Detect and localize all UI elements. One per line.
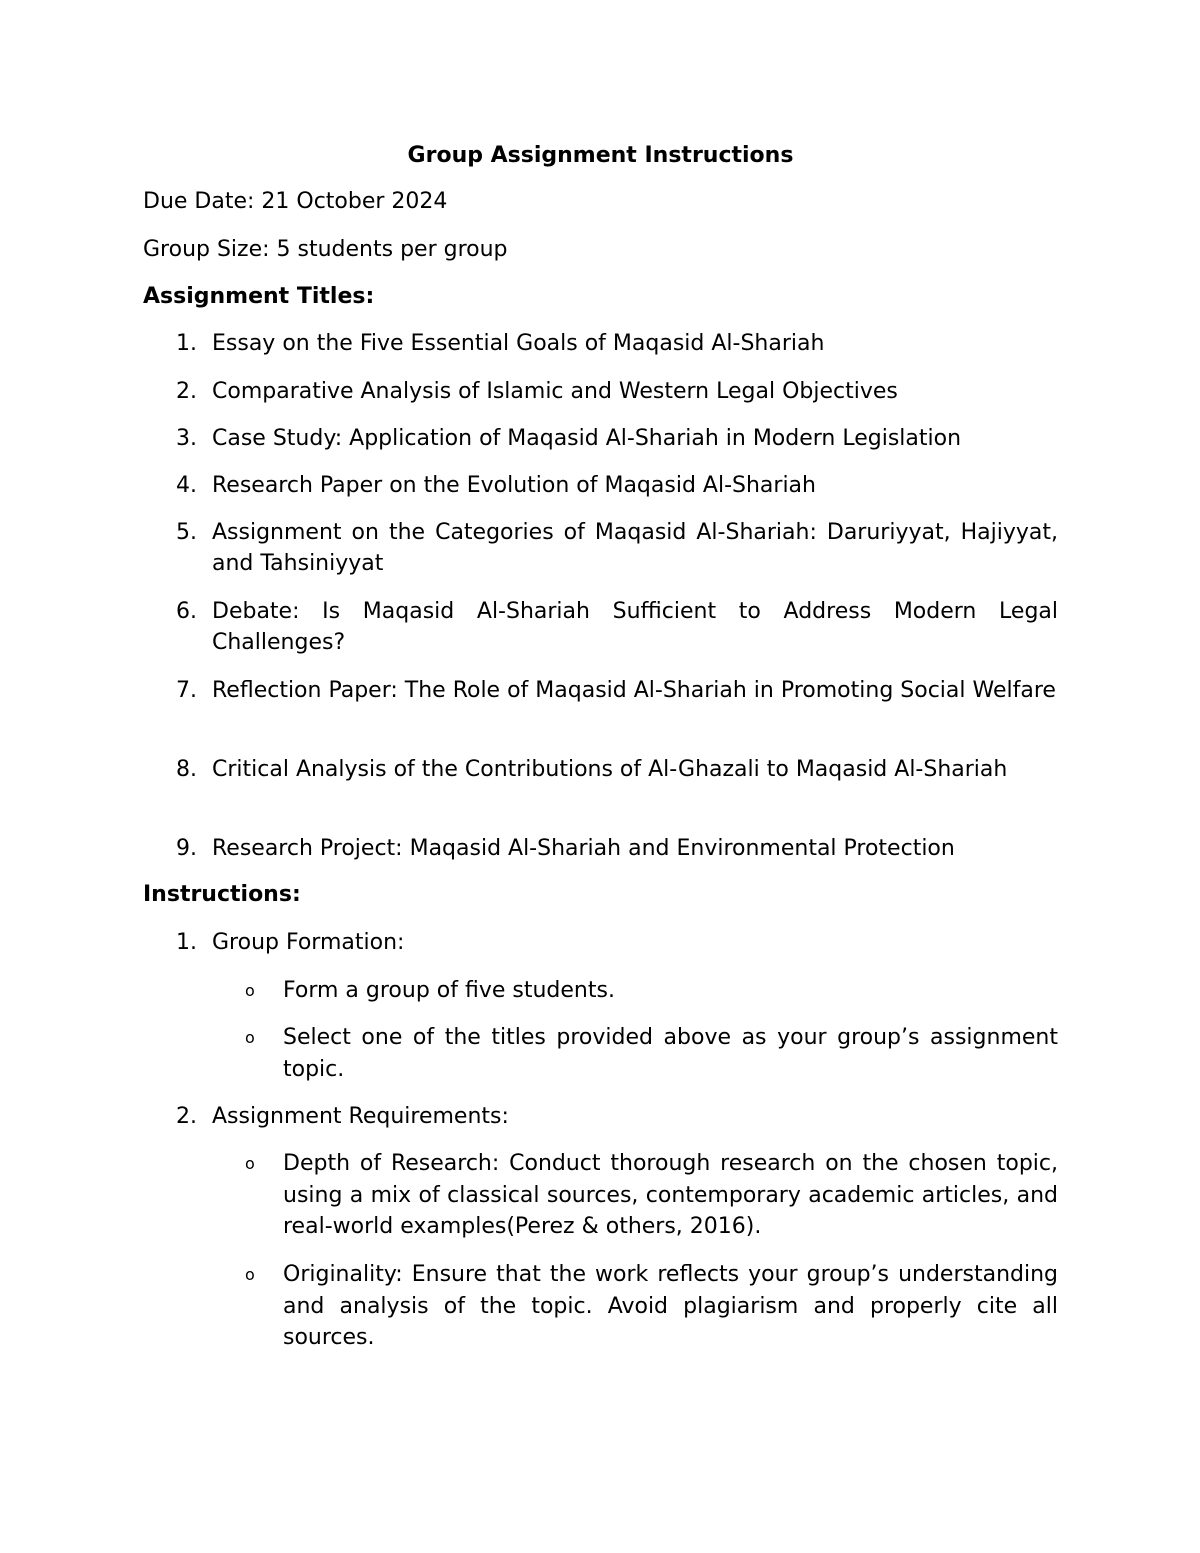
list-text: Comparative Analysis of Islamic and Western Legal Objectives — [212, 379, 898, 404]
list-text: Research Project: Maqasid Al-Shariah and Environmental Protection — [212, 836, 955, 861]
list-text: Research Paper on the Evolution of Maqasid Al-Shariah — [212, 473, 816, 498]
group-size: Group Size: 5 students per group — [143, 237, 508, 262]
assignment-titles-heading: Assignment Titles: — [143, 284, 375, 309]
list-number: 2. — [176, 379, 197, 404]
bullet-icon: o — [245, 1028, 255, 1047]
bullet-text: Depth of Research: Conduct thorough research on the chosen topic, using a mix of classical sources, contemporary academic articles, and real-world examples(Perez & others, 2016). — [283, 1151, 1058, 1239]
list-number: 5. — [176, 520, 197, 545]
list-number: 8. — [176, 757, 197, 782]
list-text: Critical Analysis of the Contributions of Al-Ghazali to Maqasid Al-Shariah — [212, 757, 1008, 782]
bullet-text: Select one of the titles provided above as your group’s assignment topic. — [283, 1025, 1058, 1082]
list-text: Essay on the Five Essential Goals of Maqasid Al-Shariah — [212, 331, 825, 356]
list-text: Debate: Is Maqasid Al-Shariah Sufficient to Address Modern Legal Challenges? — [212, 599, 1058, 655]
list-number: 9. — [176, 836, 197, 861]
bullet-icon: o — [245, 1154, 255, 1173]
bullet-text: Originality: Ensure that the work reflects your group’s understanding and analysis of the topic. Avoid plagiarism and properly cite all sources. — [283, 1262, 1058, 1350]
list-text: Reflection Paper: The Role of Maqasid Al-Shariah in Promoting Social Welfare — [212, 678, 1056, 703]
list-number: 4. — [176, 473, 197, 498]
list-text: Assignment Requirements: — [212, 1104, 509, 1129]
list-number: 1. — [176, 930, 197, 955]
bullet-icon: o — [245, 981, 255, 1000]
bullet-text: Form a group of five students. — [283, 978, 615, 1003]
list-number: 2. — [176, 1104, 197, 1129]
list-text: Group Formation: — [212, 930, 405, 955]
list-number: 6. — [176, 599, 197, 624]
list-text: Assignment on the Categories of Maqasid Al-Shariah: Daruriyyat, Hajiyyat, and Tahsiniyyat — [212, 520, 1058, 576]
list-number: 3. — [176, 426, 197, 451]
document-title: Group Assignment Instructions — [407, 143, 794, 168]
list-number: 1. — [176, 331, 197, 356]
list-number: 7. — [176, 678, 197, 703]
bullet-icon: o — [245, 1265, 255, 1284]
list-text: Case Study: Application of Maqasid Al-Shariah in Modern Legislation — [212, 426, 962, 451]
due-date: Due Date: 21 October 2024 — [143, 189, 448, 214]
instructions-heading: Instructions: — [143, 882, 301, 907]
